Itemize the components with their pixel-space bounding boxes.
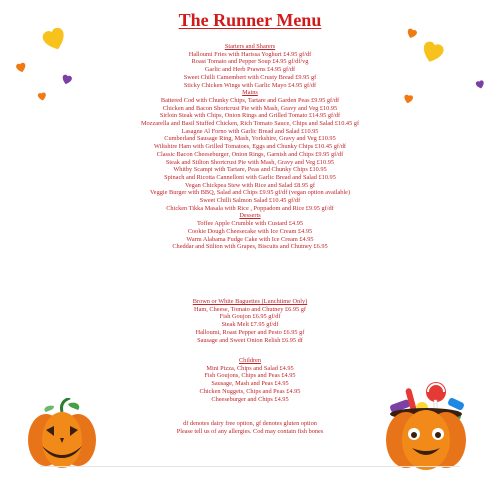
orange-heart-icon xyxy=(35,89,49,103)
mains-heading: Mains xyxy=(242,89,258,97)
baguettes-section xyxy=(60,298,440,344)
baguettes-heading: Brown or White Baguettes (Lunchtime Only) xyxy=(192,298,308,305)
menu-item: Toffee Apple Crumble with Custard £4.95 xyxy=(196,220,304,228)
menu-item: Steak and Stilton Shortcrust Pie with Mash, Gravy and Veg £10.95 xyxy=(165,158,335,166)
menu-item: Sweet Chilli Salmon Salad £10.45 gf/df xyxy=(199,197,301,205)
menu-item: Chicken Nuggets, Chips and Peas £4.95 xyxy=(199,387,301,395)
menu-item: Chicken and Bacon Shortcrust Pie with Mash, Gravy and Veg £10.95 xyxy=(162,104,338,112)
starters-heading: Starters and Sharers xyxy=(224,43,276,50)
menu-item: Vegan Chickpea Stew with Rice and Salad £8.95 gf xyxy=(185,181,315,189)
desserts-heading: Desserts xyxy=(239,212,261,220)
menu-item: Steak Melt £7.95 gf/df xyxy=(221,321,279,329)
jack-o-lantern-icon xyxy=(24,398,100,470)
menu-title: The Runner Menu xyxy=(178,10,322,30)
menu-item: Spinach and Ricotta Cannelloni with Garlic Bread and Salad £10.95 xyxy=(164,173,336,181)
menu-item: Mozzarella and Basil Stuffed Chicken, Rich Tomato Sauce, Chips and Salad £10.45 gf xyxy=(140,120,360,128)
menu-item: Cheddar and Stilton with Grapes, Biscuits and Chutney £6.95 xyxy=(172,243,328,251)
menu-item: Mini Pizza, Chips and Salad £4.95 xyxy=(206,364,294,372)
menu-item: Sticky Chicken Wings with Garlic Mayo £4.95 gf/df xyxy=(183,81,317,89)
menu-item: Roast Tomato and Pepper Soup £4.95 gf/df/vg xyxy=(191,58,309,66)
menu-item: Halloumi Fries with Harissa Yoghurt £4.95 gf/df xyxy=(188,50,312,58)
orange-heart-icon xyxy=(12,58,29,75)
menu-item: Wiltshire Ham with Grilled Tomatoes, Eggs and Chunky Chips £10.45 gf/df xyxy=(154,143,346,151)
menu-item: Warm Alabama Fudge Cake with Ice Cream £4.95 xyxy=(186,235,314,243)
menu-item: Battered Cod with Chunky Chips, Tartare and Garden Peas £9.95 gf/df xyxy=(160,96,340,104)
menu-item: Cookie Dough Cheesecake with Ice Cream £4.95 xyxy=(187,227,313,235)
main-menu-section xyxy=(60,43,440,251)
menu-item: Sausage and Sweet Onion Relish £6.95 df xyxy=(197,336,303,344)
allergy-note: Please tell us of any allergies. Cod may contain fish bones xyxy=(176,428,324,435)
menu-item: Sirloin Steak with Chips, Onion Rings and Grilled Tomato £14.95 gf/df xyxy=(159,112,341,120)
children-heading: Children xyxy=(238,357,262,364)
menu-item: Ham, Cheese, Tomato and Chutney £6.95 gf xyxy=(194,305,306,313)
menu-item: Lasagne Al Forno with Garlic Bread and Salad £10.95 xyxy=(181,127,319,135)
menu-item: Garlic and Herb Prawns £4.95 gf/df xyxy=(204,66,296,74)
menu-item: Halloumi, Roast Pepper and Pesto £6.95 gf xyxy=(195,328,305,336)
menu-item: Cumberland Sausage Ring, Mash, Yorkshire, Gravy and Veg £10.95 xyxy=(164,135,336,143)
dietary-note: df denotes dairy free option, gf denotes gluten option xyxy=(183,420,317,427)
menu-item: Cheeseburger and Chips £4.95 xyxy=(211,395,289,403)
footer-divider xyxy=(40,466,460,467)
menu-item: Chicken Tikka Masala with Rice , Poppadom and Rice £9.95 gf/df xyxy=(166,204,334,212)
menu-item: Sweet Chilli Camembert with Crusty Bread £9.95 gf xyxy=(183,73,317,81)
menu-item: Fish Goujon £6.95 gf/df xyxy=(219,313,281,321)
candy-pumpkin-icon xyxy=(376,380,476,472)
menu-item: Classic Bacon Cheeseburger, Onion Rings, Garnish and Chips £9.95 gf/df xyxy=(156,150,344,158)
purple-heart-icon xyxy=(473,77,488,92)
menu-item: Whitby Scampi with Tartare, Peas and Chunky Chips £10.95 xyxy=(173,166,327,174)
menu-item: Fish Goujons, Chips and Peas £4.95 xyxy=(204,372,296,380)
menu-item: Veggie Burger with BBQ, Salad and Chips £9.95 gf/df (vegan option available) xyxy=(149,189,351,197)
menu-item: Sausage, Mash and Peas £4.95 xyxy=(211,380,289,388)
